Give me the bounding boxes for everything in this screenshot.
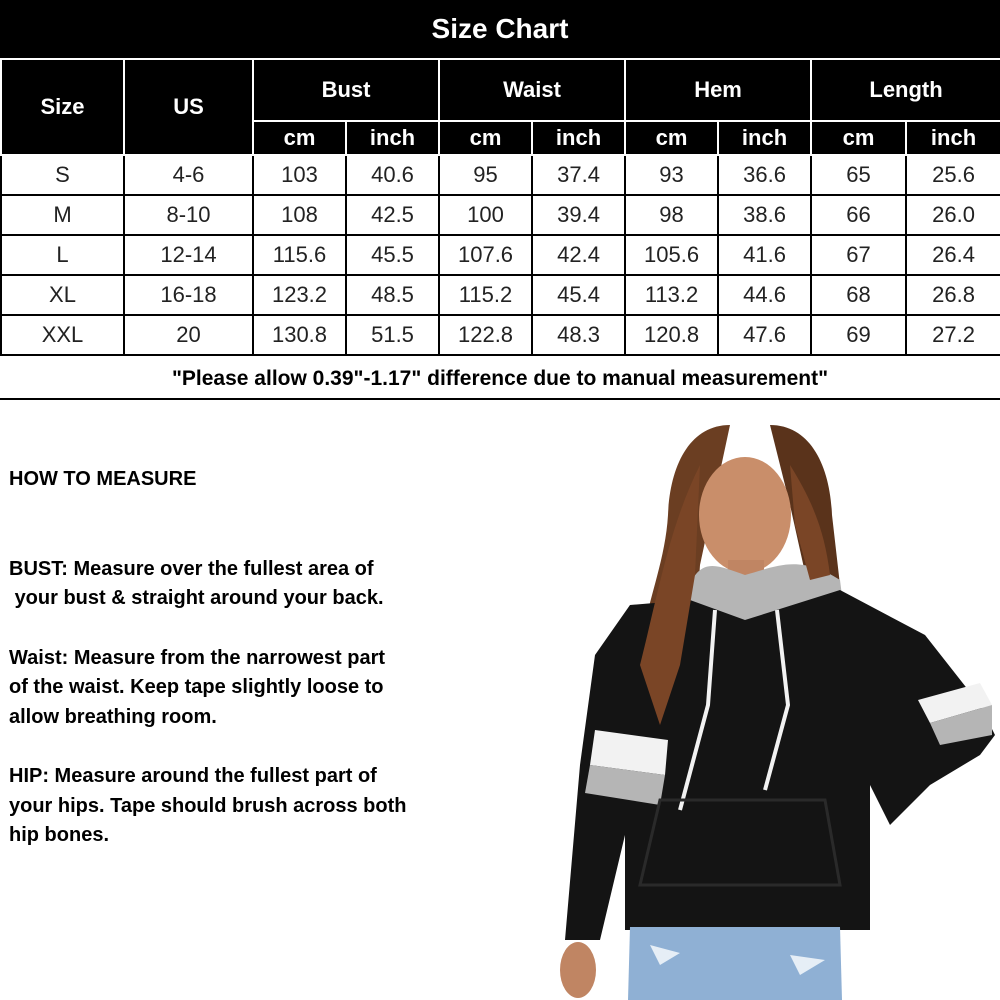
cell-bust-inch: 42.5 bbox=[346, 195, 439, 235]
table-row bbox=[1, 235, 1000, 275]
face bbox=[699, 457, 791, 573]
how-to-measure-section bbox=[9, 465, 479, 851]
cell-hem-cm: 105.6 bbox=[625, 235, 718, 275]
cell-size: L bbox=[1, 235, 124, 275]
cell-length-inch: 26.0 bbox=[906, 195, 1000, 235]
cell-length-inch: 27.2 bbox=[906, 315, 1000, 355]
cell-length-cm: 67 bbox=[811, 235, 906, 275]
bust-instruction: BUST: Measure over the fullest area of your bust & straight around your back. bbox=[9, 557, 384, 609]
unit-header: cm bbox=[253, 121, 346, 155]
cell-us: 12-14 bbox=[124, 235, 253, 275]
cell-waist-inch: 39.4 bbox=[532, 195, 625, 235]
cell-waist-cm: 115.2 bbox=[439, 275, 532, 315]
waist-header: Waist bbox=[439, 59, 625, 121]
cell-waist-inch: 42.4 bbox=[532, 235, 625, 275]
length-header: Length bbox=[811, 59, 1000, 121]
cell-hem-cm: 98 bbox=[625, 195, 718, 235]
table-row bbox=[1, 155, 1000, 195]
how-to-heading: HOW TO MEASURE bbox=[9, 468, 197, 490]
cell-waist-inch: 45.4 bbox=[532, 275, 625, 315]
unit-header: cm bbox=[439, 121, 532, 155]
cell-waist-cm: 107.6 bbox=[439, 235, 532, 275]
cell-size: S bbox=[1, 155, 124, 195]
cell-waist-cm: 100 bbox=[439, 195, 532, 235]
unit-header: cm bbox=[811, 121, 906, 155]
cell-waist-inch: 48.3 bbox=[532, 315, 625, 355]
measurement-note: "Please allow 0.39"-1.17" difference due to manual measurement" bbox=[0, 360, 1000, 400]
cell-length-cm: 68 bbox=[811, 275, 906, 315]
table-row bbox=[1, 275, 1000, 315]
cell-length-cm: 66 bbox=[811, 195, 906, 235]
cell-waist-inch: 37.4 bbox=[532, 155, 625, 195]
size-rows bbox=[1, 155, 1000, 355]
cell-bust-cm: 123.2 bbox=[253, 275, 346, 315]
cell-hem-inch: 44.6 bbox=[718, 275, 811, 315]
cell-waist-cm: 95 bbox=[439, 155, 532, 195]
cell-length-inch: 26.4 bbox=[906, 235, 1000, 275]
cell-hem-inch: 41.6 bbox=[718, 235, 811, 275]
cell-hem-inch: 38.6 bbox=[718, 195, 811, 235]
cell-hem-cm: 93 bbox=[625, 155, 718, 195]
cell-us: 4-6 bbox=[124, 155, 253, 195]
cell-length-inch: 26.8 bbox=[906, 275, 1000, 315]
unit-header: cm bbox=[625, 121, 718, 155]
cell-length-cm: 65 bbox=[811, 155, 906, 195]
chart-title: Size Chart bbox=[0, 0, 1000, 58]
hem-header: Hem bbox=[625, 59, 811, 121]
unit-header: inch bbox=[532, 121, 625, 155]
cell-bust-cm: 103 bbox=[253, 155, 346, 195]
cell-bust-cm: 130.8 bbox=[253, 315, 346, 355]
cell-bust-inch: 51.5 bbox=[346, 315, 439, 355]
cell-size: M bbox=[1, 195, 124, 235]
cell-size: XL bbox=[1, 275, 124, 315]
unit-header: inch bbox=[718, 121, 811, 155]
model-photo bbox=[540, 405, 1000, 1000]
waist-instruction: Waist: Measure from the narrowest part of the waist. Keep tape slightly loose to allow breathing room. bbox=[9, 646, 386, 728]
cell-hem-cm: 113.2 bbox=[625, 275, 718, 315]
cell-bust-cm: 115.6 bbox=[253, 235, 346, 275]
table-row bbox=[1, 315, 1000, 355]
cell-length-cm: 69 bbox=[811, 315, 906, 355]
unit-header: inch bbox=[906, 121, 1000, 155]
size-header: Size bbox=[1, 59, 124, 155]
cell-hem-cm: 120.8 bbox=[625, 315, 718, 355]
cell-hem-inch: 36.6 bbox=[718, 155, 811, 195]
cell-bust-inch: 40.6 bbox=[346, 155, 439, 195]
cell-bust-inch: 48.5 bbox=[346, 275, 439, 315]
cell-us: 16-18 bbox=[124, 275, 253, 315]
us-header: US bbox=[124, 59, 253, 155]
cell-bust-cm: 108 bbox=[253, 195, 346, 235]
unit-header: inch bbox=[346, 121, 439, 155]
bust-header: Bust bbox=[253, 59, 439, 121]
table-row bbox=[1, 195, 1000, 235]
hip-instruction: HIP: Measure around the fullest part of your hips. Tape should brush across both hip bones. bbox=[9, 765, 407, 846]
cell-bust-inch: 45.5 bbox=[346, 235, 439, 275]
cell-waist-cm: 122.8 bbox=[439, 315, 532, 355]
cell-length-inch: 25.6 bbox=[906, 155, 1000, 195]
cell-us: 20 bbox=[124, 315, 253, 355]
cell-us: 8-10 bbox=[124, 195, 253, 235]
size-table bbox=[0, 58, 1000, 356]
cell-hem-inch: 47.6 bbox=[718, 315, 811, 355]
cell-size: XXL bbox=[1, 315, 124, 355]
